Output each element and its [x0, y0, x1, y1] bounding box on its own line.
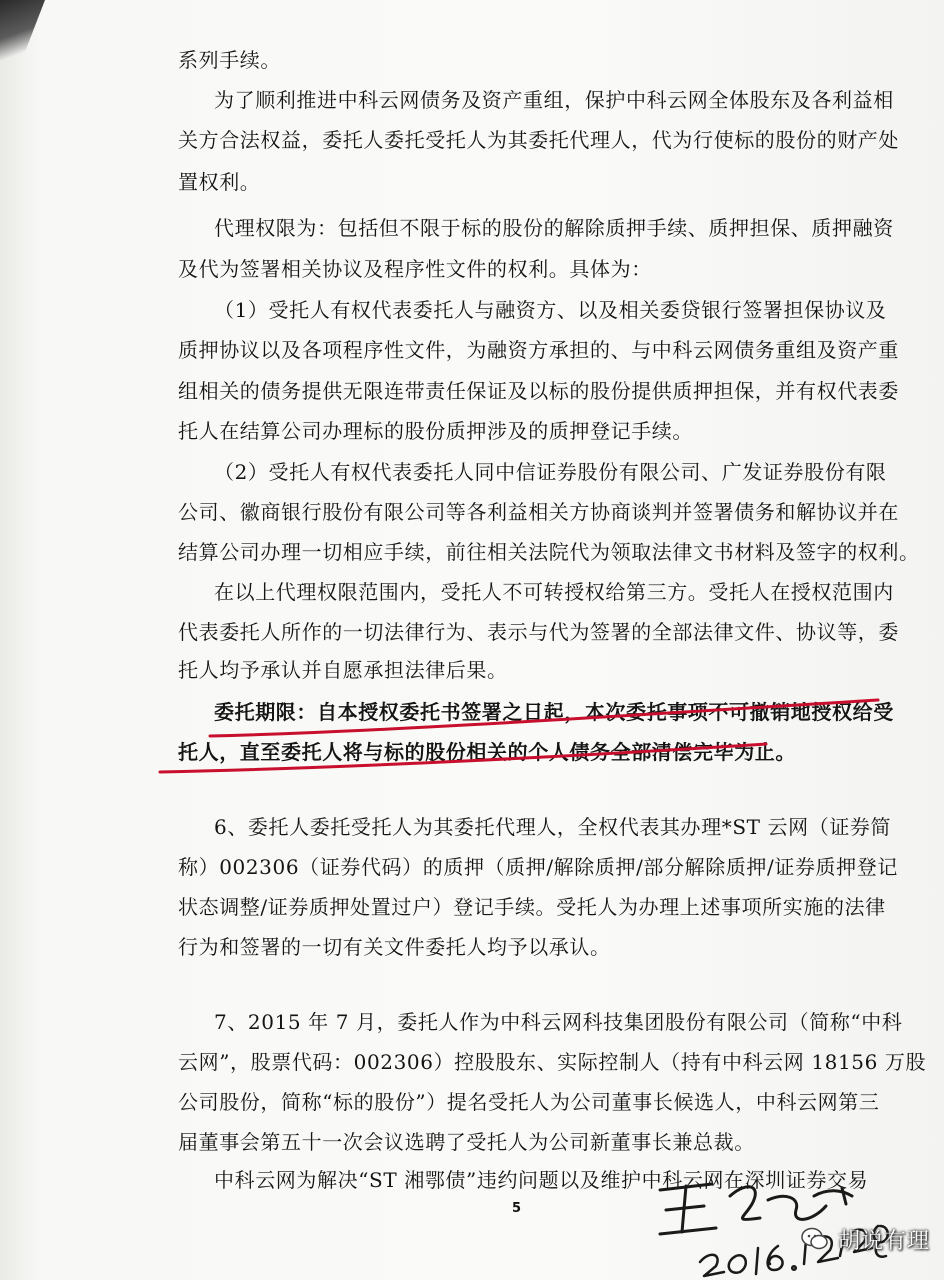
- red-underline-2: [160, 744, 766, 772]
- watermark-text: 胡说有理: [838, 1228, 931, 1254]
- text-line-24: 云网”，股票代码：002306）控股股东、实际控制人（持有中科云网 18156 万股: [178, 1050, 927, 1074]
- text-line-1: 系列手续。: [178, 48, 281, 72]
- text-line-19: 6、委托人委托受托人为其委托代理人，全权代表其办理*ST 云网（证券简: [214, 815, 892, 839]
- text-line-10: 托人在结算公司办理标的股份质押涉及的质押登记手续。: [178, 419, 693, 443]
- text-line-21: 状态调整/证券质押处置过户）登记手续。受托人为办理上述事项所实施的法律: [178, 895, 886, 919]
- page-number: 5: [512, 1201, 522, 1216]
- text-line-2: 为了顺利推进中科云网债务及资产重组，保护中科云网全体股东及各利益相: [214, 88, 894, 112]
- wechat-watermark: [800, 1222, 930, 1256]
- text-line-17-term: 委托期限：自本授权委托书签署之日起，本次委托事项不可撤销地授权给受: [214, 700, 894, 724]
- text-line-18-term: 托人，直至委托人将与标的股份相关的个人债务全部清偿完毕为止。: [178, 740, 796, 764]
- text-line-8: 质押协议以及各项程序性文件，为融资方承担的、与中科云网债务重组及资产重: [178, 338, 899, 362]
- chat-bubble-icon: [800, 1224, 830, 1254]
- red-underline-1: [210, 700, 878, 736]
- text-line-7: （1）受托人有权代表委托人与融资方、以及相关委贷银行签署担保协议及: [214, 298, 887, 322]
- text-line-26: 届董事会第五十一次会议选聘了受托人为公司新董事长兼总裁。: [178, 1130, 755, 1154]
- text-line-20: 称）002306（证券代码）的质押（质押/解除质押/部分解除质押/证券质押登记: [178, 855, 898, 879]
- text-line-22: 行为和签署的一切有关文件委托人均予以承认。: [178, 935, 611, 959]
- text-line-14: 在以上代理权限范围内，受托人不可转授权给第三方。受托人在授权范围内: [214, 580, 894, 604]
- text-line-27: 中科云网为解决“ST 湘鄂债”违约问题以及维护中科云网在深圳证券交易: [214, 1168, 869, 1192]
- text-line-25: 公司股份，简称“标的股份”）提名受托人为公司董事长候选人，中科云网第三: [178, 1090, 880, 1114]
- text-line-12: 公司、徽商银行股份有限公司等各利益相关方协商谈判并签署债务和解协议并在: [178, 500, 899, 524]
- text-line-9: 组相关的债务提供无限连带责任保证及以标的股份提供质押担保，并有权代表委: [178, 379, 899, 403]
- text-line-13: 结算公司办理一切相应手续，前往相关法院代为领取法律文书材料及签字的权利。: [178, 540, 920, 564]
- text-line-6: 及代为签署相关协议及程序性文件的权利。具体为：: [178, 257, 652, 281]
- text-line-15: 代表委托人所作的一切法律行为、表示与代为签署的全部法律文件、协议等，委: [178, 620, 899, 644]
- text-line-16: 托人均予承认并自愿承担法律后果。: [178, 658, 508, 682]
- text-line-3: 关方合法权益，委托人委托受托人为其委托代理人，代为行使标的股份的财产处: [178, 128, 899, 152]
- text-line-4: 置权利。: [178, 170, 261, 194]
- text-line-11: （2）受托人有权代表委托人同中信证券股份有限公司、广发证券股份有限: [214, 460, 887, 484]
- text-line-5: 代理权限为：包括但不限于标的股份的解除质押手续、质押担保、质押融资: [214, 216, 894, 240]
- text-line-23: 7、2015 年 7 月，委托人作为中科云网科技集团股份有限公司（简称“中科: [214, 1010, 903, 1034]
